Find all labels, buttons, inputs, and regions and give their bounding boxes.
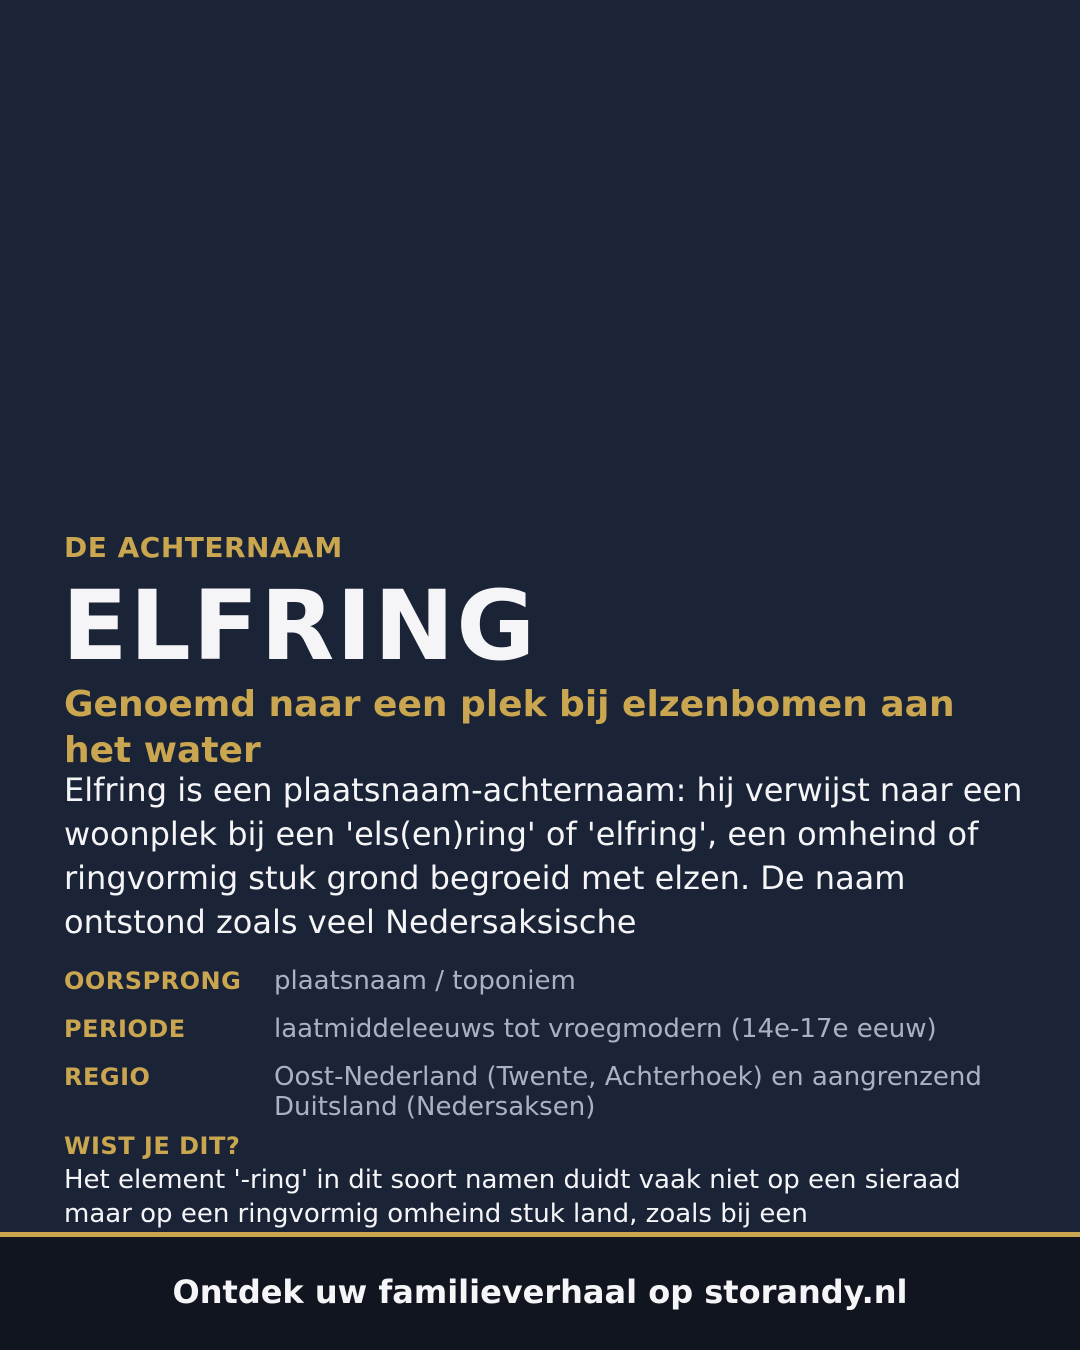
footer-bar: [0, 1237, 1080, 1350]
did-you-know-text: Het element '-ring' in dit soort namen duidt vaak niet op een sieraad maar op een ringvormig omheind stuk land, zoals bij een: [64, 1165, 961, 1229]
description-text: Elfring is een plaatsnaam-achternaam: hij verwijst naar een woonplek bij een 'els(en)ring' of 'elfring', een omheind of ringvormig stuk grond begroeid met elzen. De naam ontstond zoals veel Nedersaksische: [64, 771, 1023, 941]
fact-row-region: [64, 1060, 1024, 1122]
footer-cta: Ontdek uw familieverhaal op storandy.nl: [172, 1272, 908, 1311]
fact-label: OORSPRONG: [64, 967, 242, 995]
facts-list: [64, 964, 1024, 1136]
fact-label: PERIODE: [64, 1015, 186, 1043]
fact-value: Oost-Nederland (Twente, Achterhoek) en aangrenzend Duitsland (Nedersaksen): [274, 1062, 982, 1122]
description-block: [64, 768, 1034, 944]
fact-row-origin: [64, 964, 1024, 998]
fact-value: laatmiddeleeuws tot vroegmodern (14e-17e eeuw): [274, 1014, 937, 1044]
eyebrow-label: DE ACHTERNAAM: [64, 531, 343, 564]
fact-label: REGIO: [64, 1063, 151, 1091]
did-you-know-block: [64, 1163, 1004, 1233]
fact-value: plaatsnaam / toponiem: [274, 966, 576, 996]
surname-subtitle: Genoemd naar een plek bij elzenbomen aan het water: [64, 684, 955, 771]
surname-title: ELFRING: [62, 570, 538, 682]
did-you-know-title: WIST JE DIT?: [64, 1132, 241, 1160]
fact-row-period: [64, 1012, 1024, 1046]
